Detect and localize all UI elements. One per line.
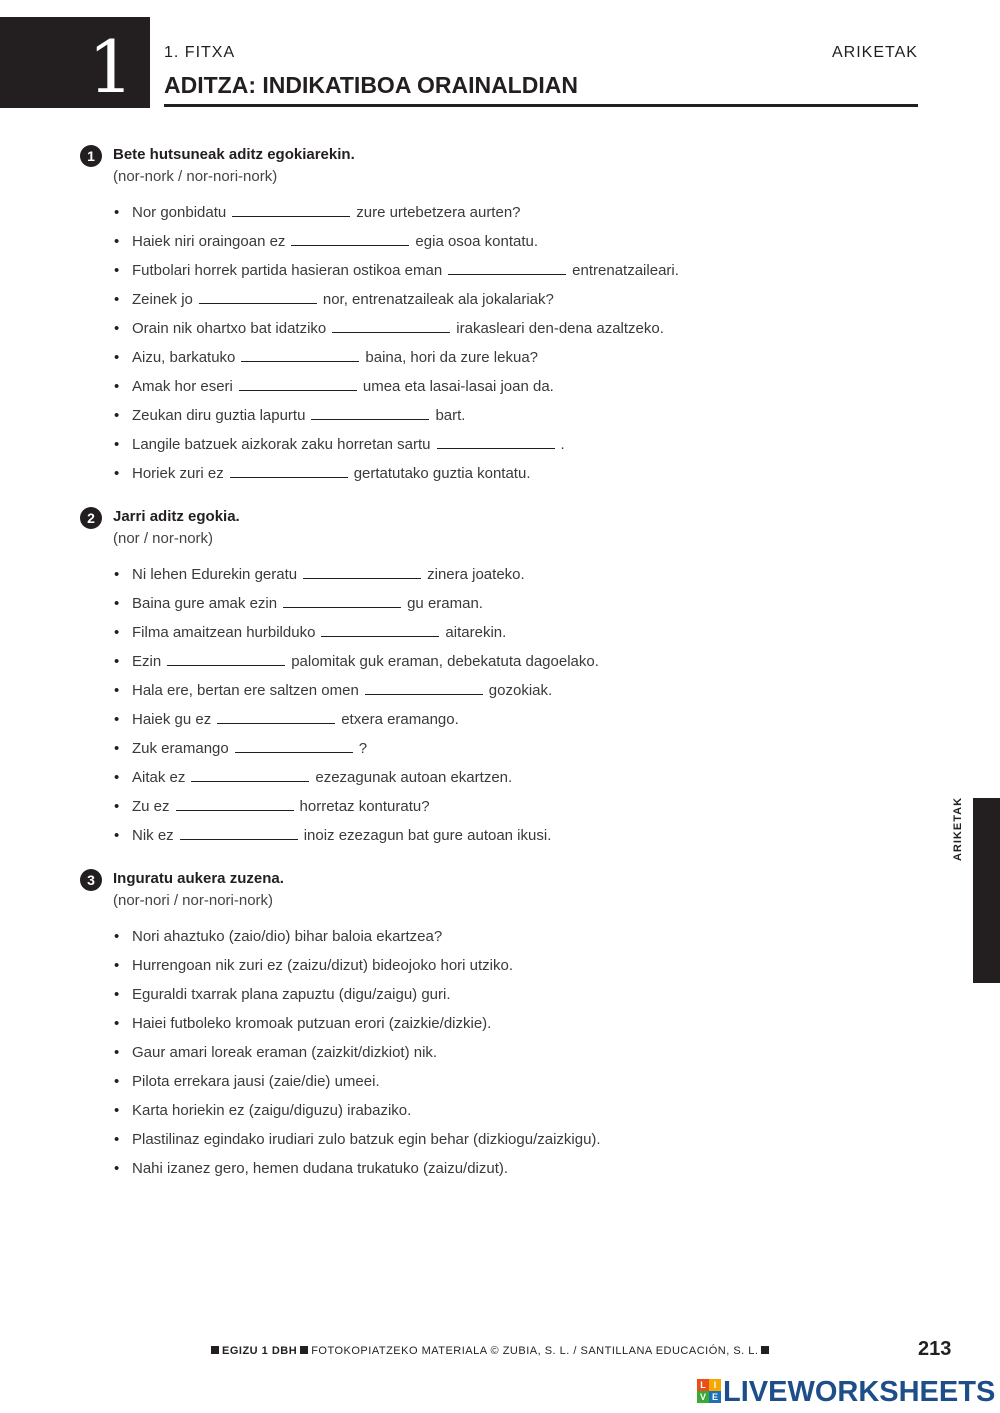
answer-blank[interactable] — [167, 664, 285, 666]
list-item: • Nori ahaztuko (zaio/dio) bihar baloia ekartzea? — [114, 922, 880, 951]
title-divider — [164, 104, 918, 107]
list-item: • Baina gure amak ezin gu eraman. — [114, 589, 880, 618]
list-item: • Haiek gu ez etxera eramango. — [114, 705, 880, 734]
answer-blank[interactable] — [303, 577, 421, 579]
answer-blank[interactable] — [241, 360, 359, 362]
list-item: • Zuk eramango ? — [114, 734, 880, 763]
exercise-title: Inguratu aukera zuzena. — [113, 870, 284, 887]
answer-blank[interactable] — [283, 606, 401, 608]
list-item: • Futbolari horrek partida hasieran ostikoa eman entrenatzaileari. — [114, 256, 880, 285]
chapter-number-block — [0, 17, 150, 108]
answer-blank[interactable] — [365, 693, 483, 695]
list-item: • Eguraldi txarrak plana zapuztu (digu/zaigu) guri. — [114, 980, 880, 1009]
section-label: ARIKETAK — [832, 44, 918, 61]
list-item: • Filma amaitzean hurbilduko aitarekin. — [114, 618, 880, 647]
list-item: • Haiei futboleko kromoak putzuan erori (zaizkie/dizkie). — [114, 1009, 880, 1038]
list-item: • Zeinek jo nor, entrenatzaileak ala jokalariak? — [114, 285, 880, 314]
list-item: • Horiek zuri ez gertatutako guztia kontatu. — [114, 459, 880, 488]
answer-blank[interactable] — [311, 418, 429, 420]
answer-blank[interactable] — [235, 751, 353, 753]
footer-credits: EGIZU 1 DBH FOTOKOPIATZEKO MATERIALA © ZUBIA, S. L. / SANTILLANA EDUCACIÓN, S. L. — [208, 1345, 772, 1357]
side-section-label: ARIKETAK — [952, 796, 964, 862]
list-item: • Plastilinaz egindako irudiari zulo batzuk egin behar (dizkiogu/zaizkigu). — [114, 1125, 880, 1154]
exercise-subtitle: (nor-nori / nor-nori-nork) — [113, 892, 274, 909]
fitxa-label: 1. FITXA — [164, 44, 236, 61]
page-title: ADITZA: INDIKATIBOA ORAINALDIAN — [164, 72, 578, 98]
answer-blank[interactable] — [191, 780, 309, 782]
answer-blank[interactable] — [437, 447, 555, 449]
answer-blank[interactable] — [239, 389, 357, 391]
list-item: • Orain nik ohartxo bat idatziko irakasleari den-dena azaltzeko. — [114, 314, 880, 343]
list-item: • Hurrengoan nik zuri ez (zaizu/dizut) bideojoko hori utziko. — [114, 951, 880, 980]
answer-blank[interactable] — [232, 215, 350, 217]
exercise-subtitle: (nor / nor-nork) — [113, 530, 214, 547]
answer-blank[interactable] — [230, 476, 348, 478]
list-item: • Haiek niri oraingoan ez egia osoa kontatu. — [114, 227, 880, 256]
list-item: • Zeukan diru guztia lapurtu bart. — [114, 401, 880, 430]
list-item: • Langile batzuek aizkorak zaku horretan sartu . — [114, 430, 880, 459]
answer-blank[interactable] — [176, 809, 294, 811]
list-item: • Ni lehen Edurekin geratu zinera joateko. — [114, 560, 880, 589]
answer-blank[interactable] — [332, 331, 450, 333]
answer-blank[interactable] — [291, 244, 409, 246]
square-bullet-icon — [211, 1346, 219, 1354]
exercise-number: 3 — [80, 869, 102, 891]
square-bullet-icon — [761, 1346, 769, 1354]
exercise-3 — [80, 870, 880, 1183]
answer-blank[interactable] — [199, 302, 317, 304]
answer-blank[interactable] — [180, 838, 298, 840]
list-item: • Nor gonbidatu zure urtebetzera aurten? — [114, 198, 880, 227]
list-item: • Ezin palomitak guk eraman, debekatuta dagoelako. — [114, 647, 880, 676]
exercise-number: 1 — [80, 145, 102, 167]
square-bullet-icon — [300, 1346, 308, 1354]
list-item: • Nik ez inoiz ezezagun bat gure autoan ikusi. — [114, 821, 880, 850]
exercise-title: Bete hutsuneak aditz egokiarekin. — [113, 146, 355, 163]
side-tab-bar — [973, 798, 1000, 983]
list-item: • Nahi izanez gero, hemen dudana trukatuko (zaizu/dizut). — [114, 1154, 880, 1183]
page-number: 213 — [918, 1338, 952, 1360]
list-item: • Hala ere, bertan ere saltzen omen gozokiak. — [114, 676, 880, 705]
answer-blank[interactable] — [217, 722, 335, 724]
list-item: • Amak hor eseri umea eta lasai-lasai joan da. — [114, 372, 880, 401]
liveworksheets-logo-icon: L I V E — [697, 1379, 721, 1403]
answer-blank[interactable] — [448, 273, 566, 275]
exercise-2 — [80, 508, 880, 850]
list-item: • Pilota errekara jausi (zaie/die) umeei. — [114, 1067, 880, 1096]
list-item: • Aizu, barkatuko baina, hori da zure lekua? — [114, 343, 880, 372]
chapter-number: 1 — [88, 25, 134, 109]
watermark-text: LIVEWORKSHEETS — [723, 1376, 996, 1408]
exercise-title: Jarri aditz egokia. — [113, 508, 240, 525]
exercise-subtitle: (nor-nork / nor-nori-nork) — [113, 168, 278, 185]
list-item: • Aitak ez ezezagunak autoan ekartzen. — [114, 763, 880, 792]
list-item: • Zu ez horretaz konturatu? — [114, 792, 880, 821]
exercise-1 — [80, 146, 880, 488]
list-item: • Gaur amari loreak eraman (zaizkit/dizkiot) nik. — [114, 1038, 880, 1067]
answer-blank[interactable] — [321, 635, 439, 637]
exercise-number: 2 — [80, 507, 102, 529]
list-item: • Karta horiekin ez (zaigu/diguzu) irabaziko. — [114, 1096, 880, 1125]
